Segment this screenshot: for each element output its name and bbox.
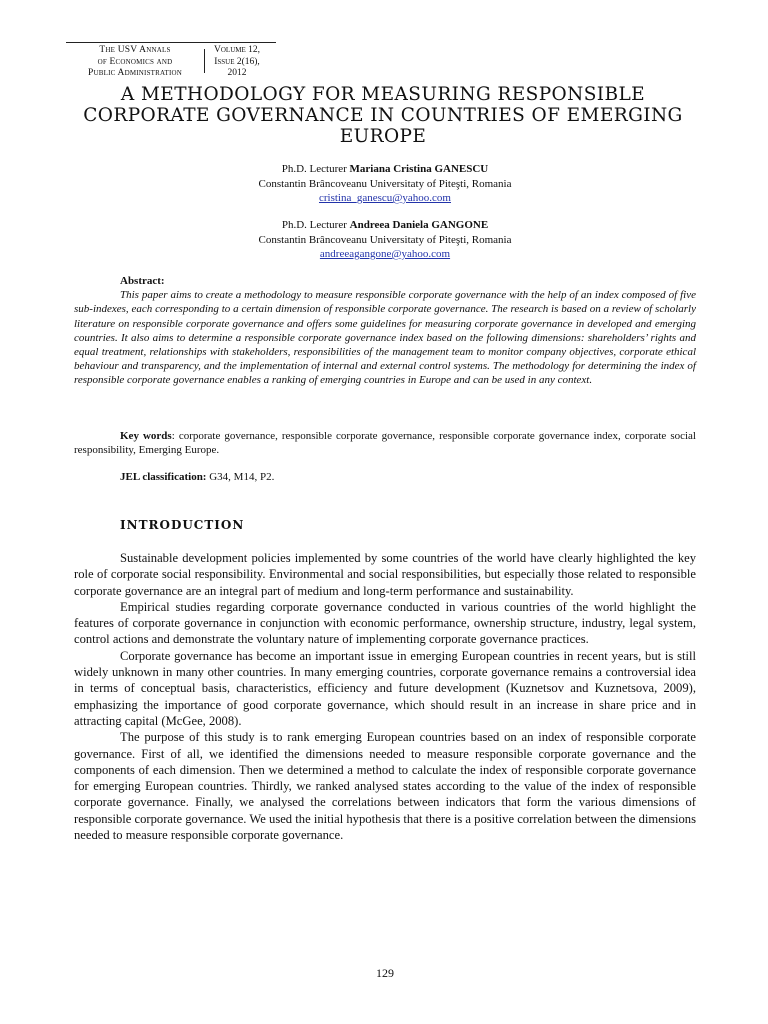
author-prefix: Ph.D. Lecturer [281, 219, 350, 231]
body-paragraph: Empirical studies regarding corporate governance conducted in various countries of the world highlight the features of corporate governance in conjunction with economic performance, ownership structure, industry, legal system, control actions and demonstrate the voluntary nature of implementing corporate governance practices. [74, 599, 696, 647]
jel-codes: G34, M14, P2. [206, 471, 275, 483]
journal-name [66, 45, 204, 80]
author-line [74, 218, 696, 233]
section-heading-introduction: INTRODUCTION [120, 518, 245, 532]
paper-title: A METHODOLOGY FOR MEASURING RESPONSIBLE CORPORATE GOVERNANCE IN COUNTRIES OF EMERGING EUROPE [83, 84, 683, 147]
body-paragraph: The purpose of this study is to rank emerging European countries based on an index of responsible corporate governance. First of all, we identified the dimensions needed to measure responsible corporate governance and the components of each dimension. Then we determined a method to calculate the index of responsible corporate governance for emerging European countries. Thirdly, we ranked analysed states according to the value of the index of responsible corporate governance. Finally, we analysed the correlations between indicators that form the various dimensions of responsible corporate governance. We used the initial hypothesis that there is a positive correlation between the dimensions needed to measure responsible corporate governance. [74, 730, 696, 843]
volume-line: Issue 2(16), [214, 56, 260, 67]
body-paragraph: Corporate governance has become an important issue in emerging European countries in recent years, but is still widely unknown in many other countries. In many emerging countries, corporate governance remains a controversial idea in terms of conceptual basis, characteristics, efficiency and future development (Kuznetsov and Kuznetsova, 2009), emphasizing the importance of good corporate governance, which should result in an increase in share price and in attracting capital (McGee, 2008). [74, 648, 696, 728]
author-line [74, 162, 696, 177]
journal-name-line: The USV Annals [99, 45, 171, 55]
keywords [74, 429, 696, 457]
journal-header-divider [204, 49, 205, 73]
volume-line: Volume 12, [214, 45, 260, 55]
author-affiliation: Constantin Brâncoveanu Universitaty of Piteşti, Romania [258, 177, 512, 190]
author-email-link[interactable]: cristina_ganescu@yahoo.com [318, 192, 451, 204]
author-1 [74, 162, 696, 206]
keywords-label: Key words [120, 430, 172, 442]
journal-header [66, 42, 276, 78]
jel-classification [74, 470, 696, 484]
author-email-link[interactable]: andreeagangone@yahoo.com [319, 248, 451, 260]
introduction-body [74, 550, 696, 843]
journal-volume [206, 45, 268, 80]
journal-name-line: of Economics and [97, 56, 173, 67]
volume-line: 2012 [227, 68, 247, 78]
abstract [74, 274, 696, 388]
body-paragraph: Sustainable development policies implemented by some countries of the world have clearly highlighted the key role of corporate social responsibility. Environmental and social responsibilities, but especially those related to responsible corporate governance are an integral part of medium and long-term performance and sustainability. [74, 551, 696, 598]
journal-name-line: Public Administration [87, 68, 183, 78]
abstract-text: This paper aims to create a methodology to measure responsible corporate governance with the help of an index composed of five sub-indexes, each corresponding to a certain dimension of responsible corporate governance. The research is based on a review of scholarly literature on responsible corporate governance and offers some guidelines for measuring corporate governance in developed and emerging countries. It also aims to determine a responsible corporate governance index based on the following dimensions: shareholders’ rights and equal treatment, relationships with stakeholders, responsibilities of the management team to monitor company objectives, corporate ethical behaviour and transparency, and the implementation of internal and external control systems. The methodology for determining the index of responsible corporate governance enables a ranking of emerging countries in Europe and can be used in any context. [74, 289, 696, 387]
keywords-text: : corporate governance, responsible corporate governance, responsible corporate governance index, corporate social responsibility, Emerging Europe. [74, 430, 696, 457]
abstract-label: Abstract: [120, 275, 165, 287]
page-number: 129 [376, 966, 394, 980]
jel-label: JEL classification: [120, 471, 207, 483]
author-name: Andreea Daniela GANGONE [349, 219, 489, 231]
author-name: Mariana Cristina GANESCU [349, 163, 489, 175]
author-2 [74, 218, 696, 262]
author-prefix: Ph.D. Lecturer [281, 163, 350, 175]
author-affiliation: Constantin Brâncoveanu Universitaty of Piteşti, Romania [258, 233, 512, 246]
